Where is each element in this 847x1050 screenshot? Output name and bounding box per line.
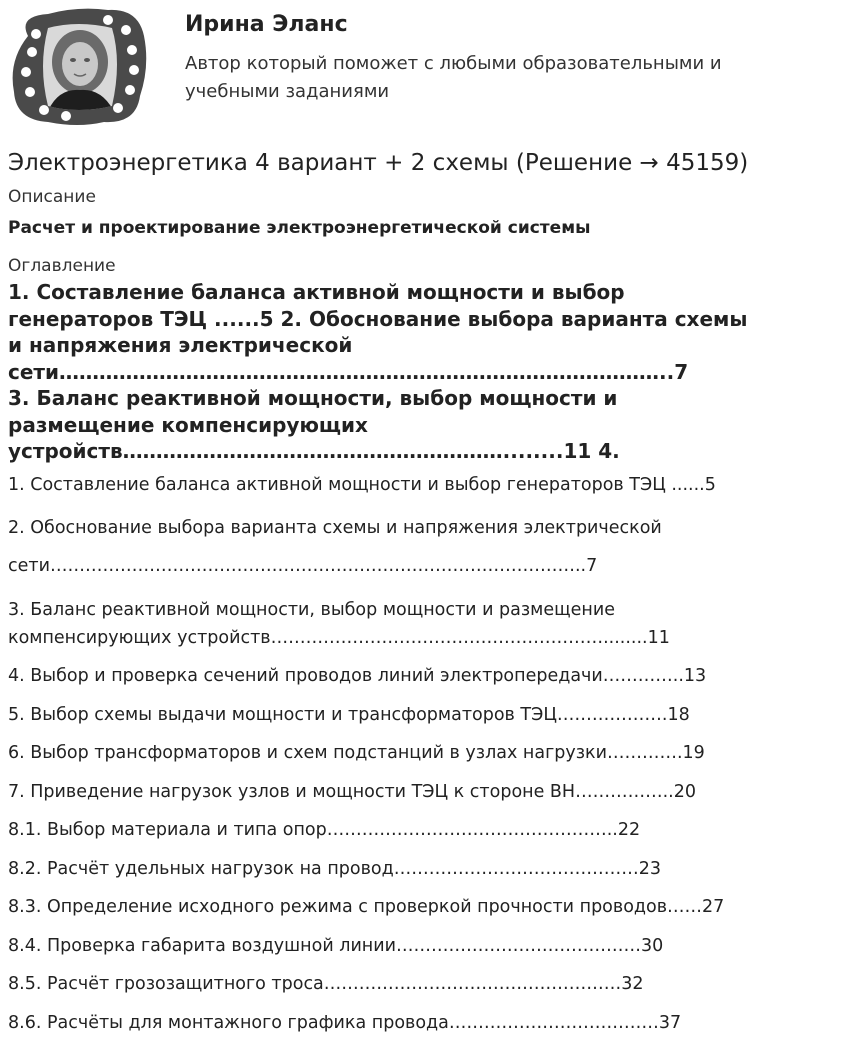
toc-bold-line: устройств…………………………………………………........11 4.: [8, 439, 620, 463]
toc-bold-line: генераторов ТЭЦ ......5 2. Обоснование выбора варианта схемы: [8, 306, 748, 331]
toc-item: [8, 893, 838, 921]
toc-item-line: 8.4. Проверка габарита воздушной линии……………………………………30: [8, 935, 664, 956]
toc-list: [8, 471, 838, 1037]
toc-bold-line: размещение компенсирующих: [8, 412, 368, 437]
toc-item: [8, 1009, 838, 1037]
toc-item-line: 6. Выбор трансформаторов и схем подстанций в узлах нагрузки………….19: [8, 743, 705, 763]
film-frame-avatar-icon: [8, 6, 150, 128]
toc-bold-line: 1. Составление баланса активной мощности и выбор: [8, 280, 625, 304]
toc-item-line: 1. Составление баланса активной мощности и выбор генераторов ТЭЦ ......5: [8, 474, 716, 495]
toc-item: [8, 816, 838, 844]
author-name: Ирина Эланс: [185, 12, 348, 37]
toc-item: [8, 662, 838, 690]
toc-item: [8, 932, 838, 960]
author-description-line: Автор который поможет с любыми образовательными и: [185, 53, 722, 74]
toc-item: [8, 739, 838, 767]
author-description: [185, 50, 805, 106]
toc-item: [8, 970, 838, 998]
toc-label: Оглавление: [8, 256, 116, 276]
toc-item-line: 2. Обоснование выбора варианта схемы и напряжения электрической: [8, 518, 662, 538]
author-header: [0, 0, 847, 135]
toc-item: [8, 596, 838, 652]
document-content: [8, 146, 838, 1047]
document-title: Электроэнергетика 4 вариант + 2 схемы (Решение → 45159): [8, 150, 749, 176]
toc-item-line: 8.6. Расчёты для монтажного графика провода………………………………37: [8, 1012, 682, 1033]
toc-bold-line: 3. Баланс реактивной мощности, выбор мощности и: [8, 386, 618, 410]
toc-bold-line: сети………………………………………………………………………………..7: [8, 359, 689, 384]
author-description-line: учебными заданиями: [185, 81, 390, 102]
description-text: Расчет и проектирование электроэнергетической системы: [8, 218, 591, 238]
toc-item-line: 8.1. Выбор материала и типа опор…………………………………………..22: [8, 820, 641, 840]
toc-item: [8, 471, 838, 499]
toc-item-line: 8.2. Расчёт удельных нагрузок на провод……………………………………23: [8, 858, 661, 879]
toc-bold-line: и напряжения электрической: [8, 333, 353, 357]
description-label: Описание: [8, 187, 96, 207]
toc-item: [8, 509, 838, 585]
toc-item-line: 5. Выбор схемы выдачи мощности и трансформаторов ТЭЦ……………….18: [8, 704, 690, 725]
toc-bold-block: [8, 279, 838, 465]
toc-item: [8, 778, 838, 806]
toc-item-line: сети………………………………………………………………………………..7: [8, 556, 598, 576]
toc-item-line: 4. Выбор и проверка сечений проводов линий электропередачи…………..13: [8, 666, 707, 686]
toc-item-line: 3. Баланс реактивной мощности, выбор мощности и размещение: [8, 599, 615, 620]
toc-item: [8, 701, 838, 729]
toc-item-line: компенсирующих устройств…………………………………………………........11: [8, 627, 670, 648]
toc-item: [8, 855, 838, 883]
toc-item-line: 8.5. Расчёт грозозащитного троса……………………………………………32: [8, 974, 644, 994]
avatar: [8, 6, 150, 128]
toc-item-line: 7. Приведение нагрузок узлов и мощности ТЭЦ к стороне ВН……………..20: [8, 781, 696, 802]
toc-item-line: 8.3. Определение исходного режима с проверкой прочности проводов……27: [8, 897, 725, 917]
